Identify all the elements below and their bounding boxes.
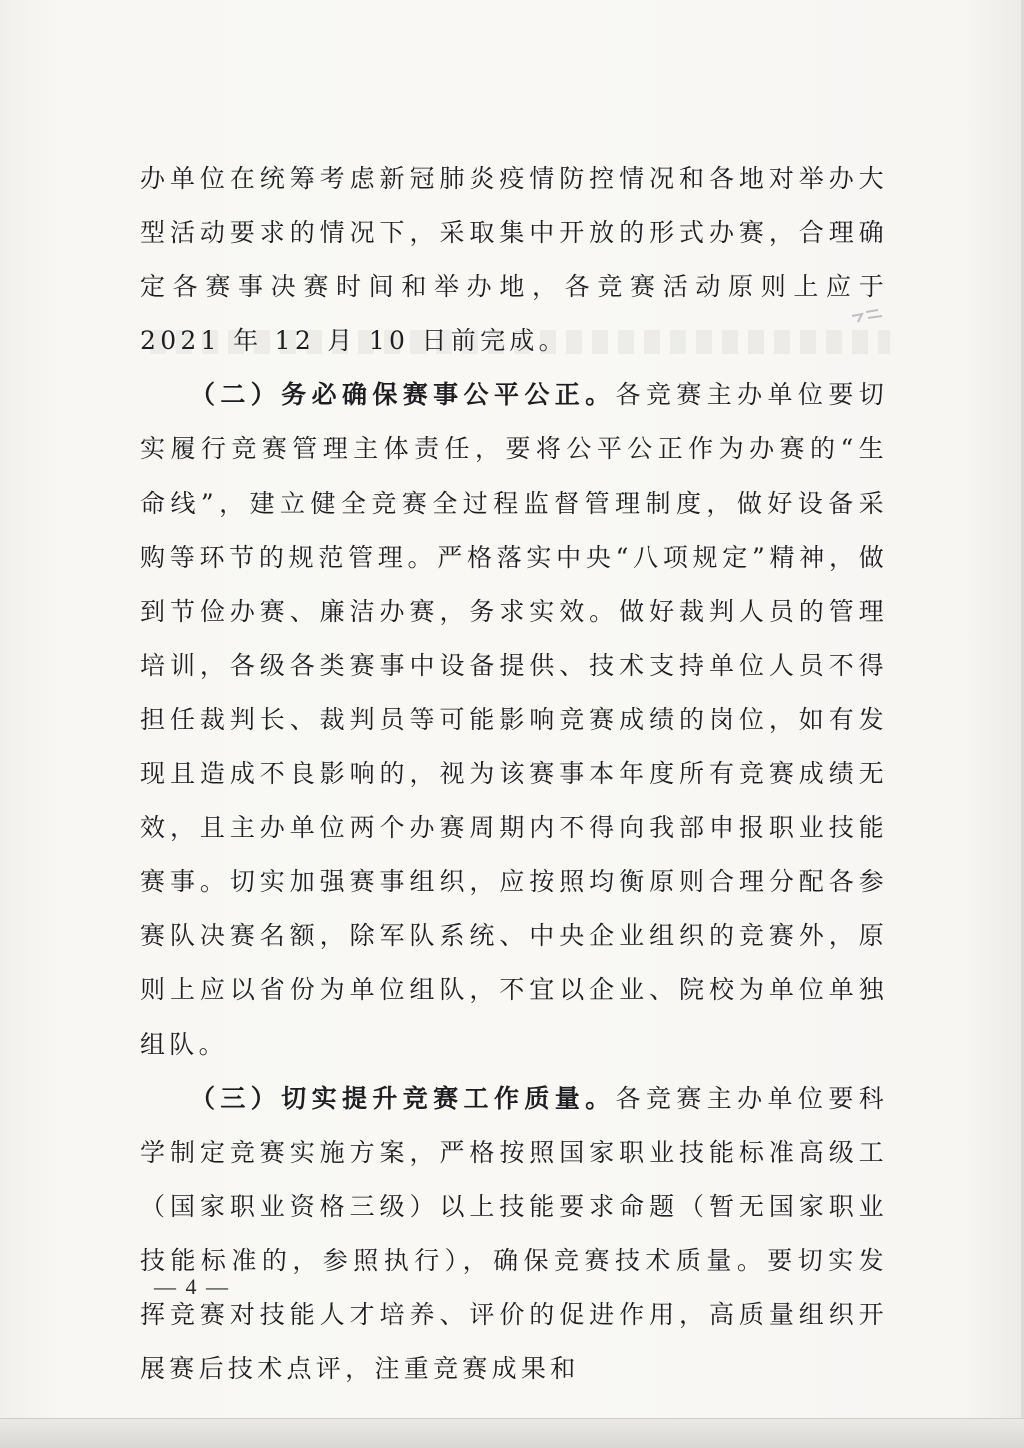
paragraph-2-text: 各竞赛主办单位要切实履行竞赛管理主体责任，要将公平公正作为办赛的“生命线”，建立健全竞赛全过程监督管理制度，做好设备采购等环节的规范管理。严格落实中央“八项规定”精神，做到节俭办赛、廉洁办赛，务求实效。做好裁判人员的管理培训，各级各类赛事中设备提供、技术支持单位人员不得担任裁判长、裁判员等可能影响竞赛成绩的岗位，如有发现且造成不良影响的，视为该赛事本年度所有竞赛成绩无效，且主办单位两个办赛周期内不得向我部申报职业技能赛事。切实加强赛事组织，应按照均衡原则合理分配各参赛队决赛名额，除军队系统、中央企业组织的竞赛外，原则上应以省份为单位组队，不宜以企业、院校为单位单独组队。 xyxy=(140,380,889,1059)
paragraph-1 xyxy=(140,152,888,368)
body-text xyxy=(140,152,888,1396)
scan-bottom-edge xyxy=(0,1418,1024,1448)
page-number: — 4 — xyxy=(154,1274,230,1299)
paragraph-2 xyxy=(140,368,888,1071)
paragraph-3 xyxy=(140,1072,888,1397)
paragraph-3-text: 各竞赛主办单位要科学制定竞赛实施方案，严格按照国家职业技能标准高级工（国家职业资格三级）以上技能要求命题（暂无国家职业技能标准的，参照执行），确保竞赛技术质量。要切实发挥竞赛对技能人才培养、评价的促进作用，高质量组织开展赛后技术点评，注重竞赛成果和 xyxy=(140,1083,889,1384)
paragraph-3-heading: （三）切实提升竞赛工作质量。 xyxy=(190,1083,616,1113)
paragraph-1-text: 办单位在统筹考虑新冠肺炎疫情防控情况和各地对举办大型活动要求的情况下，采取集中开放的形式办赛，合理确定各赛事决赛时间和举办地，各竞赛活动原则上应于 2021 年 12 月 10 日前完成。 xyxy=(140,164,888,356)
paragraph-2-heading: （二）务必确保赛事公平公正。 xyxy=(190,380,616,410)
